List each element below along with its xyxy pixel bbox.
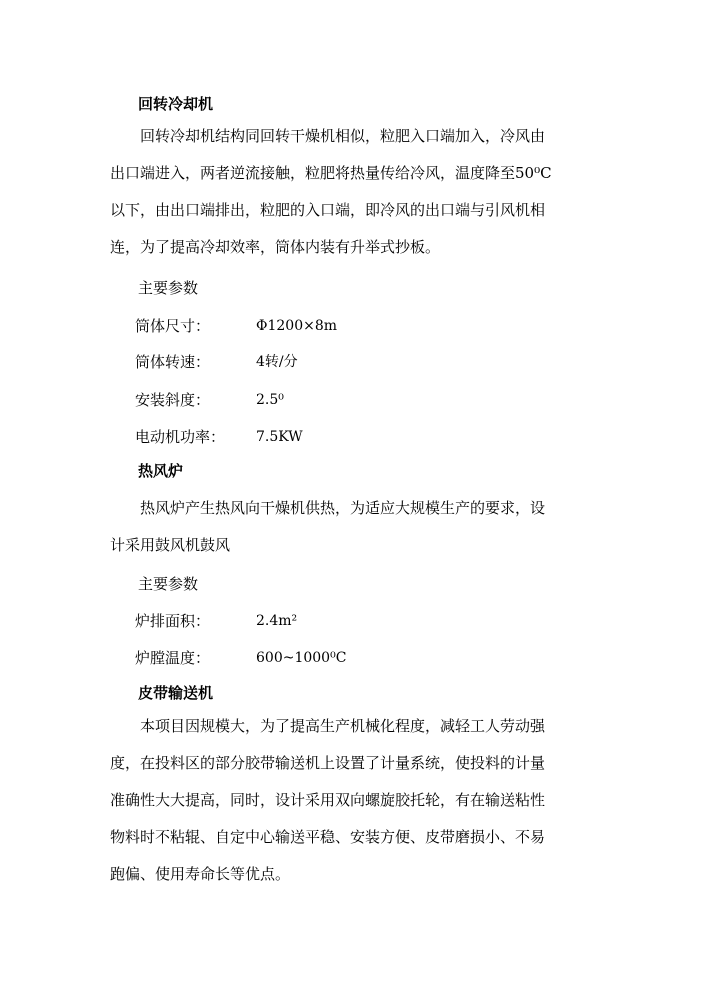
rotary-cooler-line-4: 连，为了提高冷却效率，筒体内装有升举式抄板。: [110, 238, 441, 256]
params-title: 主要参数: [138, 575, 199, 593]
section-heading-rotary-cooler: 回转冷却机: [138, 95, 214, 113]
belt-conveyor-line-4: 物料时不粘辊、自定中心输送平稳、安装方便、皮带磨损小、不易: [110, 828, 546, 846]
param-label: 筒体尺寸：: [135, 317, 211, 335]
section-heading-belt-conveyor: 皮带输送机: [138, 684, 214, 702]
param-label: 安装斜度：: [135, 391, 211, 409]
param-value: 4转/分: [256, 354, 298, 370]
belt-conveyor-line-5: 跑偏、使用寿命长等优点。: [110, 865, 291, 883]
param-value: 2.4m²: [256, 613, 298, 629]
section-heading-hot-air-furnace: 热风炉: [138, 462, 184, 480]
rotary-cooler-line-1: 回转冷却机结构同回转干燥机相似，粒肥入口端加入，冷风由: [140, 127, 546, 145]
param-value: Φ1200×8m: [256, 318, 338, 334]
rotary-cooler-line-3: 以下，由出口端排出，粒肥的入口端，即冷风的出口端与引风机相: [110, 201, 546, 219]
param-label: 炉膛温度：: [135, 649, 211, 667]
belt-conveyor-line-2: 度，在投料区的部分胶带输送机上设置了计量系统，使投料的计量: [110, 754, 546, 772]
param-value: 600~1000⁰C: [256, 650, 347, 666]
param-value: 7.5KW: [256, 429, 303, 445]
hot-air-furnace-line-2: 计采用鼓风机鼓风: [110, 536, 231, 554]
param-label: 筒体转速：: [135, 353, 211, 371]
rotary-cooler-line-2: 出口端进入，两者逆流接触，粒肥将热量传给冷风，温度降至50⁰C: [110, 164, 552, 182]
param-label: 炉排面积：: [135, 612, 211, 630]
belt-conveyor-line-3: 准确性大大提高，同时，设计采用双向螺旋胶托轮，有在输送粘性: [110, 791, 546, 809]
param-label: 电动机功率：: [135, 428, 226, 446]
params-title: 主要参数: [138, 279, 199, 297]
param-value: 2.5⁰: [256, 392, 284, 408]
hot-air-furnace-line-1: 热风炉产生热风向干燥机供热，为适应大规模生产的要求，设: [140, 499, 546, 517]
belt-conveyor-line-1: 本项目因规模大，为了提高生产机械化程度，减轻工人劳动强: [140, 717, 546, 735]
